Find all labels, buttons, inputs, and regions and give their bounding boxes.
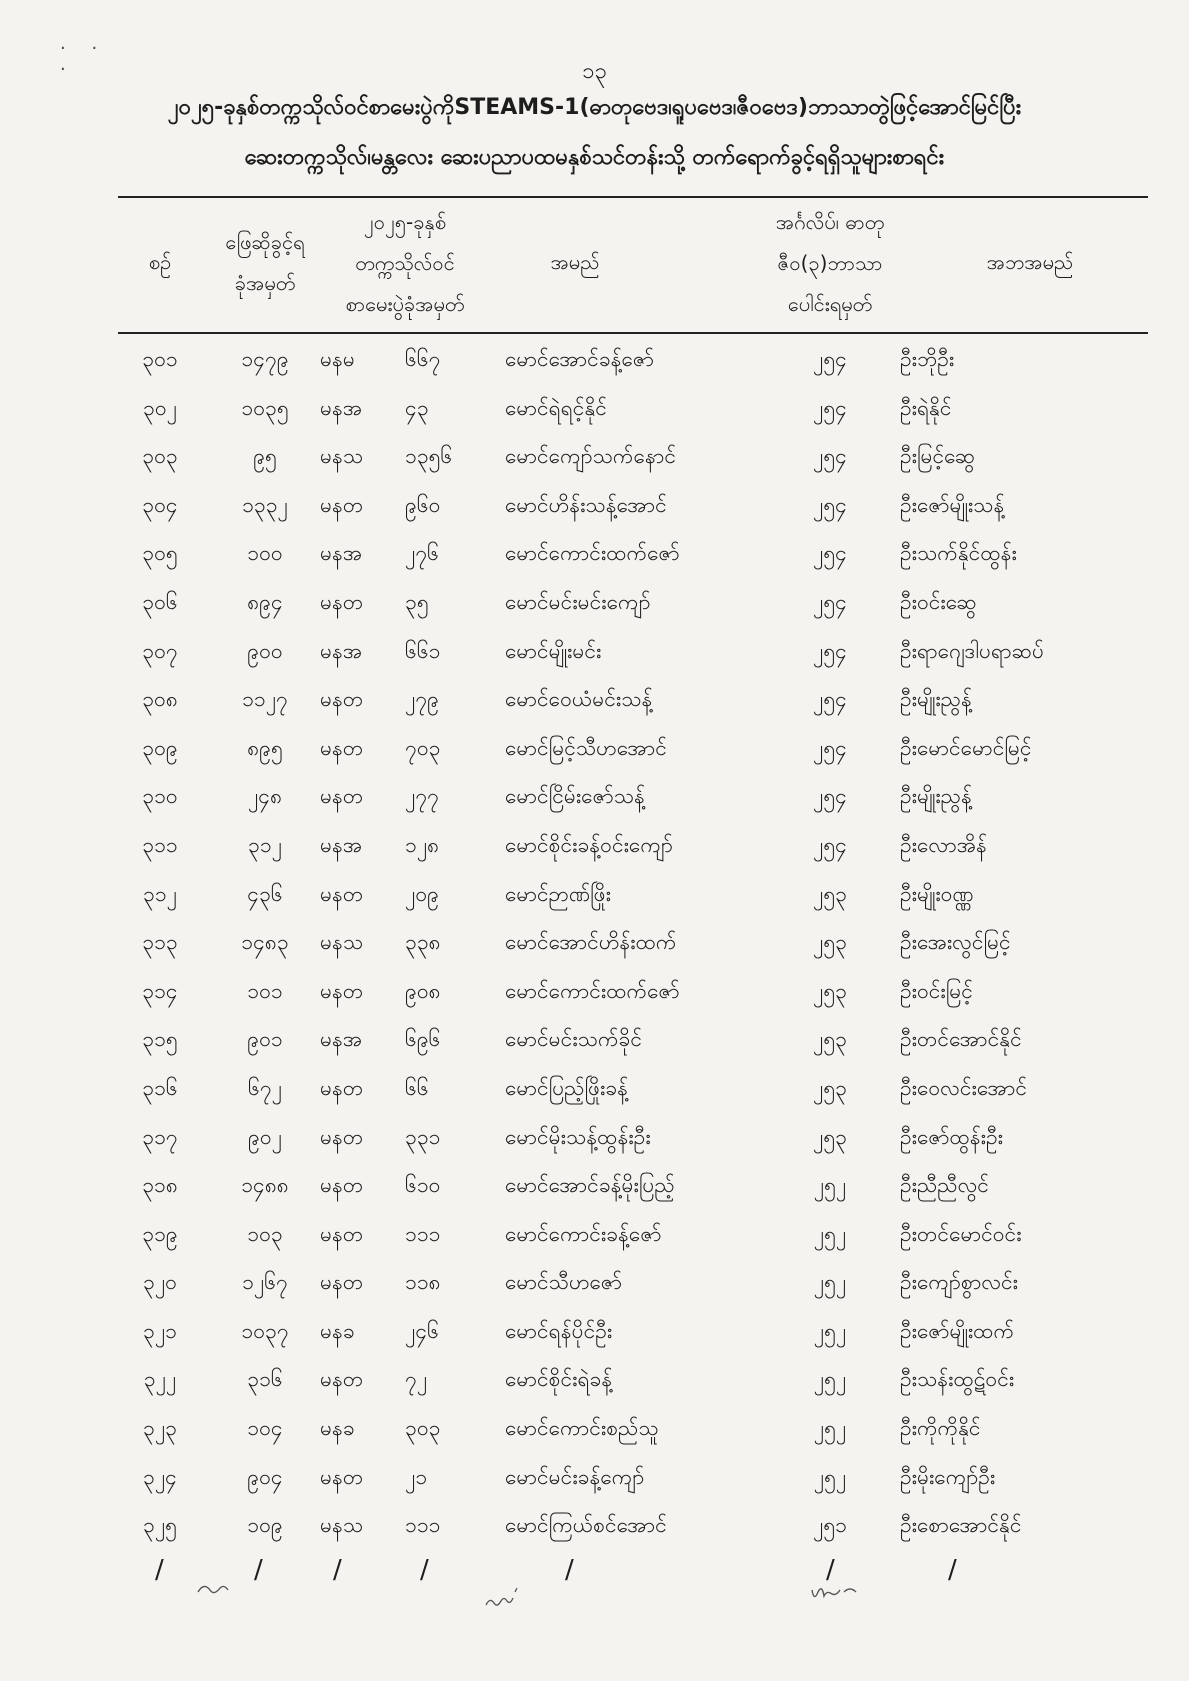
total-marks: ၂၅၂ bbox=[813, 1464, 847, 1489]
row-number: ၃၀၉ bbox=[142, 735, 178, 760]
row-number: ၃၁၂ bbox=[143, 881, 177, 906]
header-marks-line1: အင်္ဂလိပ်၊ ဓာတု bbox=[775, 210, 885, 234]
father-name: ဦးရာဂျေဒါပရာဆပ် bbox=[900, 638, 1044, 663]
father-name: ဦးဇော်မျိုးထက် bbox=[900, 1318, 1015, 1343]
total-marks: ၂၅၃ bbox=[813, 978, 847, 1003]
total-marks: ၂၅၄ bbox=[813, 589, 847, 614]
table-row bbox=[0, 970, 1189, 1019]
student-name: မောင်ဉာဏ်ဖြိုး bbox=[505, 881, 612, 906]
table-row bbox=[0, 1504, 1189, 1553]
total-marks: ၂၅၃ bbox=[813, 1124, 847, 1149]
row-number: ၃၁၃ bbox=[142, 930, 178, 955]
row-number: ၃၁၈ bbox=[142, 1173, 178, 1198]
exam-number: ၁၂၈ bbox=[405, 832, 440, 857]
exam-prefix: မနမ bbox=[320, 347, 355, 371]
student-name: မောင်မြင့်သီဟအောင် bbox=[505, 735, 667, 760]
exam-prefix: မနအ bbox=[320, 1027, 363, 1052]
exam-number: ၉၀၈ bbox=[405, 978, 441, 1003]
row-number: ၃၁၄ bbox=[142, 978, 178, 1003]
student-name: မောင်ငြိမ်းဇော်သန့် bbox=[505, 784, 645, 809]
row-number: ၃၀၃ bbox=[142, 444, 178, 469]
exam-prefix: မနတ bbox=[320, 687, 364, 712]
total-marks: ၂၅၄ bbox=[813, 492, 847, 517]
row-number: ၃၀၄ bbox=[142, 492, 178, 517]
student-name: မောင်ကြယ်စင်အောင် bbox=[505, 1513, 667, 1538]
father-name: ဦးဝေလင်းအောင် bbox=[900, 1075, 1027, 1100]
header-seat-line1: ဖြေဆိုခွင့်ရ bbox=[225, 230, 305, 254]
row-number: ၃၁၆ bbox=[142, 1075, 178, 1100]
father-name: ဦးညီညီလွင် bbox=[900, 1173, 989, 1198]
total-marks: ၂၅၂ bbox=[813, 1318, 847, 1343]
table-row bbox=[0, 1456, 1189, 1505]
header-top-rule bbox=[118, 196, 1148, 198]
table-row bbox=[0, 387, 1189, 436]
student-name: မောင်အောင်ခန့်ဇော် bbox=[505, 347, 655, 371]
table-row bbox=[0, 1164, 1189, 1213]
seat-number: ၈၉၅ bbox=[247, 735, 283, 760]
father-name: ဦးဇော်မျိုးသန့် bbox=[900, 492, 1005, 517]
exam-number: ၂၇၉ bbox=[405, 687, 439, 712]
exam-number: ၁၁၁ bbox=[405, 1221, 441, 1246]
exam-number: ၂၄၆ bbox=[405, 1318, 439, 1343]
header-marks-line2: ဇီဝ(၃)ဘာသာ bbox=[777, 251, 883, 275]
student-name: မောင်ကျော်သက်နောင် bbox=[505, 444, 676, 469]
student-name: မောင်ဝေယံမင်းသန့် bbox=[505, 687, 653, 712]
row-number: ၃၂၅ bbox=[143, 1513, 177, 1538]
exam-number: ၃၅ bbox=[405, 589, 429, 614]
table-row bbox=[0, 678, 1189, 727]
header-father-name: အဘအမည် bbox=[986, 250, 1074, 274]
exam-number: ၂၁ bbox=[405, 1464, 428, 1489]
father-name: ဦးမျိုးဝဏ္ဏ bbox=[900, 881, 974, 906]
row-number: ၃၀၁ bbox=[142, 347, 178, 371]
header-exam-line2: တက္ကသိုလ်ဝင် bbox=[355, 251, 455, 275]
total-marks: ၂၅၄ bbox=[813, 687, 847, 712]
exam-number: ၆၁၀ bbox=[405, 1173, 441, 1198]
table-row bbox=[0, 1018, 1189, 1067]
total-marks: ၂၅၃ bbox=[813, 881, 847, 906]
seat-number: ၃၁၂ bbox=[248, 832, 282, 857]
slash-mark: / bbox=[333, 1555, 342, 1585]
seat-number: ၁၀၃၅ bbox=[241, 395, 289, 420]
table-row bbox=[0, 1261, 1189, 1310]
exam-prefix: မနသ bbox=[320, 1513, 364, 1538]
exam-number: ၄၃ bbox=[405, 395, 429, 420]
seat-number: ၈၉၄ bbox=[247, 589, 283, 614]
father-name: ဦးလောအိန် bbox=[900, 832, 987, 857]
total-marks: ၂၅၂ bbox=[813, 1367, 847, 1392]
seat-number: ၁၂၆၇ bbox=[242, 1270, 288, 1295]
total-marks: ၂၅၃ bbox=[813, 1027, 847, 1052]
father-name: ဦးမျိုးညွန့် bbox=[900, 784, 972, 809]
table-row bbox=[0, 1310, 1189, 1359]
student-name: မောင်မင်းမင်းကျော် bbox=[505, 589, 651, 614]
row-number: ၃၀၈ bbox=[142, 687, 178, 712]
total-marks: ၂၅၄ bbox=[813, 541, 847, 566]
father-name: ဦးရဲနိုင် bbox=[900, 395, 952, 420]
header-bottom-rule bbox=[118, 332, 1148, 334]
total-marks: ၂၅၄ bbox=[813, 395, 847, 420]
exam-prefix: မနအ bbox=[320, 832, 363, 857]
slash-mark: / bbox=[565, 1555, 574, 1585]
table-body bbox=[0, 338, 1189, 1553]
seat-number: ၁၀၃၇ bbox=[241, 1318, 289, 1343]
table-row bbox=[0, 484, 1189, 533]
seat-number: ၁၄၇၉ bbox=[241, 347, 289, 371]
student-name: မောင်မျိုးမင်း bbox=[505, 638, 602, 663]
document-title: ၂၀၂၅-ခုနှစ်တက္ကသိုလ်ဝင်စာမေးပွဲကိုSTEAMS-1(ဓာတုဗေဒ၊ရူပဗေဒ၊ဇီဝဗေဒ)ဘာသာတွဲဖြင့်အောင်မြင်ပြီး bbox=[167, 95, 1022, 120]
father-name: ဦးကျော်စွာလင်း bbox=[900, 1270, 1019, 1295]
father-name: ဦးဇော်ထွန်းဦး bbox=[900, 1124, 1003, 1149]
father-name: ဦးသက်နိုင်ထွန်း bbox=[900, 541, 1017, 566]
seat-number: ၉၀၄ bbox=[247, 1464, 283, 1489]
total-marks: ၂၅၄ bbox=[813, 638, 847, 663]
exam-number: ၆၆ bbox=[405, 1075, 429, 1100]
header-no: စဉ် bbox=[148, 250, 172, 274]
exam-prefix: မနတ bbox=[320, 735, 364, 760]
header-marks bbox=[735, 202, 925, 325]
exam-number: ၃၀၃ bbox=[405, 1416, 441, 1441]
exam-number: ၂၇၆ bbox=[405, 541, 439, 566]
seat-number: ၁၀၀ bbox=[247, 541, 283, 566]
seat-number: ၁၄၈၃ bbox=[241, 930, 289, 955]
seat-number: ၂၄၈ bbox=[247, 784, 283, 809]
student-name: မောင်ကောင်းထက်ဇော် bbox=[505, 541, 680, 566]
total-marks: ၂၅၃ bbox=[813, 1075, 847, 1100]
seat-number: ၉၀၁ bbox=[247, 1027, 283, 1052]
father-name: ဦးဝင်းဆွေ bbox=[900, 589, 977, 614]
slash-mark: / bbox=[420, 1555, 429, 1585]
table-row bbox=[0, 581, 1189, 630]
row-number: ၃၂၀ bbox=[143, 1270, 177, 1295]
total-marks: ၂၅၂ bbox=[813, 1173, 847, 1198]
student-name: မောင်အောင်ခန့်မိုးပြည့် bbox=[505, 1173, 675, 1198]
exam-prefix: မနအ bbox=[320, 638, 363, 663]
exam-prefix: မနသ bbox=[320, 930, 364, 955]
table-row bbox=[0, 1067, 1189, 1116]
row-number: ၃၁၇ bbox=[142, 1124, 178, 1149]
student-name: မောင်ကောင်းထက်ဇော် bbox=[505, 978, 680, 1003]
seat-number: ၁၀၁ bbox=[247, 978, 283, 1003]
student-name: မောင်စိုင်းခန့်ဝင်းကျော် bbox=[505, 832, 673, 857]
father-name: ဦးမောင်မောင်မြင့် bbox=[900, 735, 1032, 760]
page-number: ၁၃ bbox=[582, 59, 607, 84]
slash-mark: / bbox=[826, 1555, 835, 1585]
exam-number: ၉၆၀ bbox=[405, 492, 441, 517]
father-name: ဦးမိုးကျော်ဦး bbox=[900, 1464, 996, 1489]
row-number: ၃၁၅ bbox=[142, 1027, 178, 1052]
row-number: ၃၁၀ bbox=[142, 784, 178, 809]
exam-prefix: မနသ bbox=[320, 444, 364, 469]
exam-number: ၇၂ bbox=[405, 1367, 428, 1392]
student-name: မောင်စိုင်းရဲခန့် bbox=[505, 1367, 613, 1392]
header-exam-no bbox=[320, 202, 490, 325]
seat-number: ၁၀၄ bbox=[247, 1416, 283, 1441]
row-number: ၃၂၂ bbox=[143, 1367, 177, 1392]
total-marks: ၂၅၁ bbox=[813, 1513, 847, 1538]
father-name: ဦးတင်အောင်နိုင် bbox=[900, 1027, 1022, 1052]
student-name: မောင်ရန်ပိုင်ဦး bbox=[505, 1318, 613, 1343]
student-name: မောင်ကောင်းစည်သူ bbox=[505, 1416, 659, 1441]
table-row bbox=[0, 630, 1189, 679]
exam-prefix: မနတ bbox=[320, 881, 364, 906]
father-name: ဦးဝင်းမြင့် bbox=[900, 978, 973, 1003]
slash-mark: / bbox=[948, 1555, 957, 1585]
total-marks: ၂၅၄ bbox=[813, 832, 847, 857]
row-number: ၃၂၃ bbox=[143, 1416, 177, 1441]
student-name: မောင်ဟိန်းသန့်အောင် bbox=[505, 492, 667, 517]
header-name: အမည် bbox=[550, 250, 600, 274]
row-number: ၃၂၁ bbox=[143, 1318, 177, 1343]
table-row bbox=[0, 727, 1189, 776]
exam-number: ၃၃၁ bbox=[405, 1124, 441, 1149]
table-row bbox=[0, 1358, 1189, 1407]
slash-mark: / bbox=[254, 1555, 263, 1585]
exam-prefix: မနတ bbox=[320, 1173, 364, 1198]
exam-prefix: မနခ bbox=[320, 1416, 355, 1441]
header-exam-line1: ၂၀၂၅-ခုနှစ် bbox=[363, 210, 447, 234]
total-marks: ၂၅၄ bbox=[813, 444, 847, 469]
exam-number: ၃၃၈ bbox=[405, 930, 441, 955]
exam-prefix: မနအ bbox=[320, 395, 363, 420]
exam-prefix: မနတ bbox=[320, 1124, 364, 1149]
exam-prefix: မနတ bbox=[320, 1464, 364, 1489]
father-name: ဦးကိုကိုနိုင် bbox=[900, 1416, 981, 1441]
exam-prefix: မနတ bbox=[320, 1221, 364, 1246]
seat-number: ၉၅ bbox=[253, 444, 277, 469]
total-marks: ၂၅၄ bbox=[813, 735, 847, 760]
row-number: ၃၀၂ bbox=[143, 395, 177, 420]
total-marks: ၂၅၂ bbox=[813, 1270, 847, 1295]
exam-number: ၁၁၁ bbox=[405, 1513, 441, 1538]
seat-number: ၆၇၂ bbox=[248, 1075, 282, 1100]
exam-prefix: မနတ bbox=[320, 589, 364, 614]
total-marks: ၂၅၃ bbox=[813, 930, 847, 955]
exam-number: ၇၀၃ bbox=[405, 735, 441, 760]
father-name: ဦးဘိုဦး bbox=[900, 347, 955, 371]
exam-prefix: မနတ bbox=[320, 1075, 364, 1100]
row-number: ၃၂၄ bbox=[143, 1464, 177, 1489]
seat-number: ၃၁၆ bbox=[247, 1367, 283, 1392]
father-name: ဦးအေးလွင်မြင့် bbox=[900, 930, 1011, 955]
exam-number: ၁၁၈ bbox=[405, 1270, 441, 1295]
table-row bbox=[0, 1213, 1189, 1262]
seat-number: ၄၃၆ bbox=[247, 881, 283, 906]
student-name: မောင်မင်းခန့်ကျော် bbox=[505, 1464, 645, 1489]
father-name: ဦးမြင့်ဆွေ bbox=[900, 444, 976, 469]
father-name: ဦးမျိုးညွန့် bbox=[900, 687, 972, 712]
table-row bbox=[0, 775, 1189, 824]
exam-number: ၁၃၅၆ bbox=[405, 444, 453, 469]
father-name: ဦးသန်းထွဋ်ဝင်း bbox=[900, 1367, 1015, 1392]
student-name: မောင်ရဲရင့်နိုင် bbox=[505, 395, 607, 420]
header-seat-line2: ခုံအမှတ် bbox=[234, 271, 296, 295]
exam-number: ၆၉၆ bbox=[405, 1027, 441, 1052]
slash-mark: / bbox=[155, 1555, 164, 1585]
student-name: မောင်မိုးသန့်ထွန်းဦး bbox=[505, 1124, 651, 1149]
document-subtitle: ဆေးတက္ကသိုလ်၊မန္တလေး ဆေးပညာပထမနှစ်သင်တန်းသို့ တက်ရောက်ခွင့်ရရှိသူများစာရင်း bbox=[244, 145, 945, 170]
exam-prefix: မနတ bbox=[320, 978, 364, 1003]
row-number: ၃၀၇ bbox=[142, 638, 178, 663]
scan-specks: · · · bbox=[60, 38, 108, 80]
exam-prefix: မနအ bbox=[320, 541, 363, 566]
header-seat bbox=[200, 222, 330, 304]
exam-number: ၂၇၇ bbox=[405, 784, 439, 809]
exam-prefix: မနခ bbox=[320, 1318, 355, 1343]
seat-number: ၁၃၃၂ bbox=[242, 492, 288, 517]
seat-number: ၉၀၀ bbox=[247, 638, 283, 663]
table-row bbox=[0, 921, 1189, 970]
seat-number: ၁၀၉ bbox=[247, 1513, 283, 1538]
student-name: မောင်အောင်ဟိန်းထက် bbox=[505, 930, 677, 955]
row-number: ၃၁၁ bbox=[142, 832, 178, 857]
seat-number: ၁၀၃ bbox=[247, 1221, 283, 1246]
table-row bbox=[0, 873, 1189, 922]
total-marks: ၂၅၄ bbox=[813, 784, 847, 809]
exam-number: ၆၆၁ bbox=[405, 638, 441, 663]
seat-number: ၁၁၂၇ bbox=[242, 687, 288, 712]
row-number: ၃၁၉ bbox=[142, 1221, 178, 1246]
student-name: မောင်ပြည့်ဖြိုးခန့် bbox=[505, 1075, 629, 1100]
header-marks-line3: ပေါင်းရမှတ် bbox=[787, 292, 873, 316]
exam-number: ၂၀၉ bbox=[405, 881, 439, 906]
table-row bbox=[0, 824, 1189, 873]
header-exam-line3: စာမေးပွဲခုံအမှတ် bbox=[345, 292, 465, 316]
total-marks: ၂၅၂ bbox=[813, 1416, 847, 1441]
table-row bbox=[0, 338, 1189, 387]
table-row bbox=[0, 1116, 1189, 1165]
row-number: ၃၀၆ bbox=[142, 589, 178, 614]
total-marks: ၂၅၂ bbox=[813, 1221, 847, 1246]
total-marks: ၂၅၄ bbox=[813, 347, 847, 371]
table-row bbox=[0, 1407, 1189, 1456]
closing-slashes bbox=[0, 1555, 1189, 1595]
student-name: မောင်မင်းသက်ခိုင် bbox=[505, 1027, 642, 1052]
father-name: ဦးစောအောင်နိုင် bbox=[900, 1513, 1022, 1538]
student-name: မောင်သီဟဇော် bbox=[505, 1270, 623, 1295]
father-name: ဦးတင်မောင်ဝင်း bbox=[900, 1221, 1022, 1246]
row-number: ၃၀၅ bbox=[142, 541, 178, 566]
exam-prefix: မနတ bbox=[320, 1270, 364, 1295]
student-name: မောင်ကောင်းခန့်ဇော် bbox=[505, 1221, 662, 1246]
exam-number: ၆၆၇ bbox=[405, 347, 441, 371]
exam-prefix: မနတ bbox=[320, 784, 364, 809]
table-row bbox=[0, 532, 1189, 581]
seat-number: ၉၀၂ bbox=[248, 1124, 282, 1149]
seat-number: ၁၄၈၈ bbox=[241, 1173, 289, 1198]
exam-prefix: မနတ bbox=[320, 492, 364, 517]
table-row bbox=[0, 435, 1189, 484]
exam-prefix: မနတ bbox=[320, 1367, 364, 1392]
